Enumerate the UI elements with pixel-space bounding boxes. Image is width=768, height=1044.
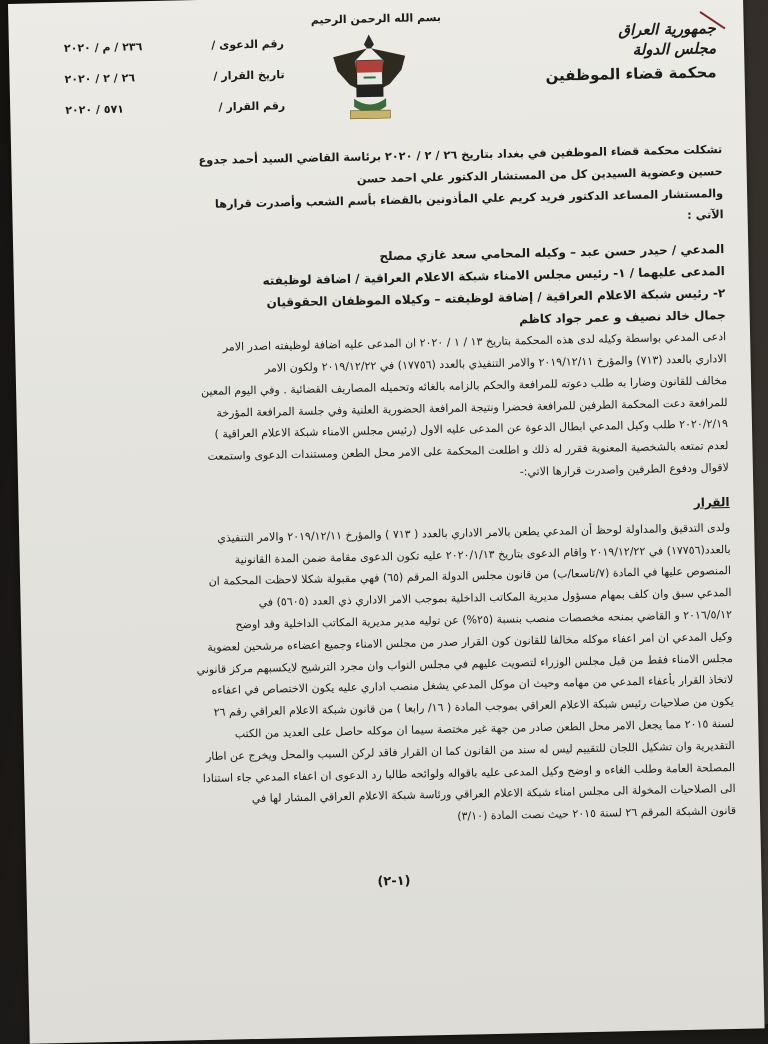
text-line: لعدم تمتعه بالشخصية المعنوية فقرر له ذلك و اطلعت المحكمة على الامر محل الطعن ومستندات الدعوى واستمعت bbox=[207, 439, 729, 464]
page-number: (١-٢) bbox=[377, 873, 411, 890]
decision-no-value: ٥٧١ / ٢٠٢٠ bbox=[65, 102, 125, 117]
text-line: الاداري بالعدد (٧١٣) والمؤرخ ٢٠١٩/١٢/١١ والامر التنفيذي بالعدد (١٧٧٥٦) في ٢٠١٩/١٢/٢٢ ولكون الامر bbox=[264, 352, 727, 375]
text-line: ولدى التدقيق والمداولة لوحظ أن المدعي يطعن بالامر الاداري بالعدد ( ٧١٣ ) والمؤرخ ٢٠١٩/١٢/١١ والامر التنفيذي bbox=[217, 520, 731, 545]
party-line: المدعي / حيدر حسن عبد – وكيله المحامي سعد غازي مصلح bbox=[379, 242, 725, 264]
text-line: تشكلت محكمة قضاء الموظفين في بغداد بتاريخ ٢٦ / ٢ / ٢٠٢٠ برئاسة القاضي السيد أحمد جدوع bbox=[198, 143, 723, 168]
party-line: المدعى عليهما / ١- رئيس مجلس الامناء شبكة الاعلام العراقية / اضافة لوظيفته bbox=[262, 264, 725, 288]
case-no-value: ٢٣٦ / م / ٢٠٢٠ bbox=[63, 40, 143, 55]
decision-date-label: تاريخ القرار / bbox=[213, 68, 285, 83]
iraq-emblem-icon bbox=[327, 26, 413, 128]
text-line: الى الصلاحيات المخولة الى مجلس امناء شبكة الاعلام العراقي ورئاسة شبكة الاعلام العراقي المشار لها في bbox=[251, 782, 736, 806]
court-title: محكمة قضاء الموظفين bbox=[545, 63, 717, 85]
party-line: ٢- رئيس شبكة الاعلام العراقية / إضافة لوظيفته – وكيلاه الموظفان الحقوقيان bbox=[266, 286, 726, 310]
text-line: ٢٠٢٠/٢/١٩ طلب وكيل المدعي ابطال الدعوة عن المدعى عليه الاول (رئيس مجلس الامناء شبكة الاعلام العراقية ) bbox=[214, 417, 729, 442]
text-line: حسين وعضوية السيدين كل من المستشار الدكتور علي احمد حسن bbox=[356, 164, 723, 186]
decision-paragraph bbox=[45, 517, 736, 836]
text-line: مخالف للقانون وضارا به طلب دعوته للمرافعة والحكم بالزامه بالغائه وتحميله المصاريف القضائية . وفي اليوم المعين bbox=[200, 373, 728, 398]
text-line: الآتي : bbox=[687, 208, 724, 223]
text-line: المنصوص عليها في المادة (٧/تاسعا/ب) من قانون مجلس الدولة المرقم (٦٥) فهي مقبولة شكلا لاحظت المحكمة ان bbox=[208, 564, 732, 589]
text-line: مجلس الامناء فقط من قبل مجلس الوزراء لتصويت عليهم في مجلس النواب وان مجرد الترشيح لايكسبهم مركز قانوني bbox=[196, 651, 733, 676]
basmala: بسم الله الرحمن الرحيم bbox=[310, 10, 442, 27]
text-line: والمستشار المساعد الدكتور فريد كريم علي المأذونين بالقضاء بأسم الشعب وأصدرت قرارها bbox=[214, 186, 724, 211]
text-line: وكيل المدعي ان امر اعفاء موكله مخالفا للقانون كون القرار صدر من مجلس الامناء وجميع اعضاءه مرشحين لعضوية bbox=[207, 629, 733, 654]
text-line: ٢٠١٦/٥/١٢ و القاضي بمنحه مخصصات منصب بنسبة (٢٥%) عن توليه مدير مديرية المكاتب الداخلية وقد اوضح bbox=[235, 607, 733, 632]
text-line: المدعي سبق وان كلف بمهام مسؤول مديرية المكاتب الداخلية بموجب الامر الاداري ذي العدد (٥٦٠٥) في bbox=[258, 586, 732, 610]
party-line: جمال خالد نصيف و عمر جواد كاظم bbox=[518, 308, 726, 327]
text-line: بالعدد(١٧٧٥٦) في ٢٠١٩/١٢/٢٢ واقام الدعوى بتاريخ ٢٠٢٠/١/١٣ عليه تكون الدعوى مقامة ضمن المدة القانونية bbox=[234, 542, 731, 566]
case-no-label: رقم الدعوى / bbox=[211, 37, 285, 52]
document-body bbox=[37, 139, 736, 836]
decision-date-value: ٢٦ / ٢ / ٢٠٢٠ bbox=[64, 71, 136, 86]
document-page bbox=[8, 0, 765, 1044]
text-line: يكون من صلاحيات رئيس شبكة الاعلام العراقي بموجب المادة ( ١٦/ رابعا ) من قانون شبكة الاعلام العراقي رقم ٢٦ bbox=[213, 695, 734, 719]
intro-paragraph bbox=[37, 139, 724, 241]
council-title: مجلس الدولة bbox=[632, 39, 717, 59]
parties-block bbox=[39, 238, 726, 340]
text-line: لاتخاذ القرار بأعفاء المدعي من مهامه وحيث ان موكل المدعي يشغل منصب اداري عليه يكون الاختصاص في اعفاءه bbox=[211, 673, 734, 698]
text-line: قانون الشبكة المرقم ٢٦ لسنة ٢٠١٥ حيث نصت المادة (٣/١٠) bbox=[457, 804, 737, 823]
text-line: التقديرية وان تشكيل اللجان للتقييم ليس له سند من القانون كما ان القرار فاقد لركن السبب والمحل ويخرج عن اطار bbox=[205, 738, 735, 763]
text-line: ادعى المدعي بواسطة وكيله لدى هذه المحكمة بتاريخ ١٣ / ١ / ٢٠٢٠ ان المدعى عليه اضافة لوظيفته اصدر الامر bbox=[222, 330, 727, 354]
republic-title: جمهورية العراق bbox=[618, 19, 716, 40]
text-line: لاقوال ودفوع الطرفين واصدرت قرارها الاتي:- bbox=[519, 460, 730, 479]
text-line: للمرافعة دعت المحكمة الطرفين للمرافعة فحضرا ونتيجة المرافعة الحضورية العلنية وفي جلسة المرافعة المؤرخة bbox=[216, 395, 728, 420]
case-meta bbox=[64, 28, 286, 126]
claim-paragraph bbox=[41, 326, 729, 493]
issuer-block bbox=[526, 19, 717, 85]
decision-no-label: رقم القرار / bbox=[218, 99, 286, 114]
decision-heading: القرار bbox=[693, 494, 730, 510]
text-line: لسنة ٢٠١٥ مما يجعل الامر محل الطعن صادر من جهة غير مختصة سيما ان موكله حاصل على العديد من الكتب bbox=[234, 716, 735, 741]
text-line: المصلحة العامة وطلب الغاءه و اوضح وكيل المدعى عليه باقواله ولوائحه طالبا رد الدعوى ان اعفاء المدعي جاء استنادا bbox=[202, 760, 736, 785]
